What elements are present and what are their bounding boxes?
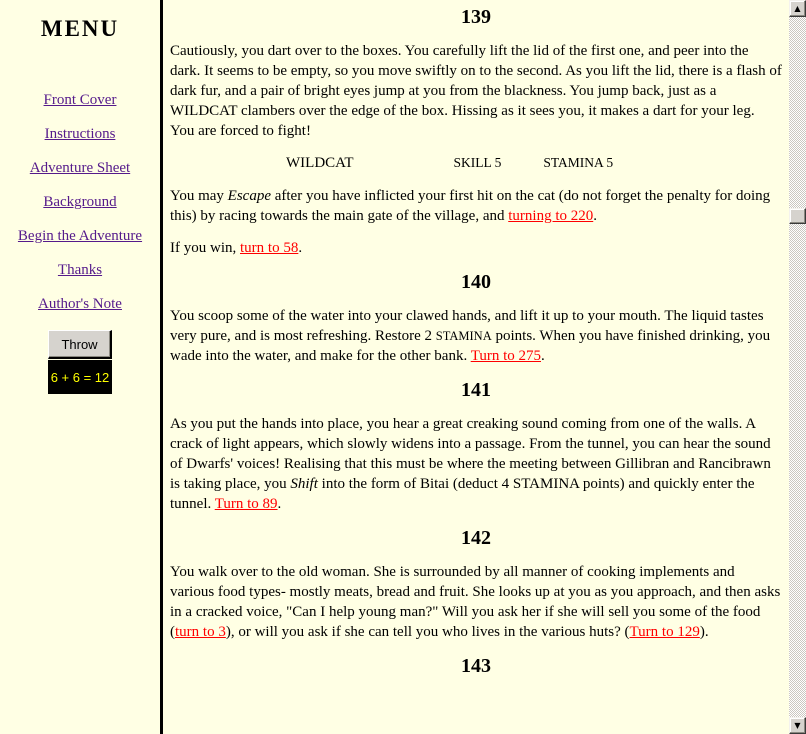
turn-link-turning-to-220[interactable]: turning to 220 bbox=[508, 208, 594, 224]
text-run: . bbox=[277, 496, 282, 512]
section-heading-141: 141 bbox=[461, 379, 491, 401]
small-caps-text: STAMINA bbox=[435, 329, 492, 343]
text-run: . bbox=[593, 208, 597, 224]
menu-frame bbox=[0, 0, 160, 734]
text-run: ), or will you ask if she can tell you who lives in the various huts? ( bbox=[225, 624, 630, 640]
sidebar-link-background[interactable]: Background bbox=[43, 194, 117, 210]
text-run: into the form of Bitai (deduct 4 STAMINA points) and quickly enter the tunnel. bbox=[170, 476, 755, 512]
up-arrow-icon: ▲ bbox=[794, 3, 801, 13]
stat-cell-stamina-5: STAMINA 5 bbox=[543, 155, 614, 170]
text-run: If you win, bbox=[170, 240, 240, 256]
story-paragraph bbox=[170, 186, 782, 226]
text-run: As you put the hands into place, you hear a great creaking sound coming from one of the walls. A crack of light appears, which slowly widens into a passage. From the tunnel, you can hear the sound of Dwarfs' voices! Realising that this must be where the meeting between Gillibran and Rancibrawn is taking place, you bbox=[170, 416, 771, 492]
turn-link-turn-to-3[interactable]: turn to 3 bbox=[175, 624, 226, 640]
text-run: You walk over to the old woman. She is surrounded by all manner of cooking implements and various food types- mostly meats, bread and fruit. She looks up at you as you approach, and then asks in a cracked voice, "Can I help young man?" Will you ask her if she will sell you some of the food ( bbox=[170, 564, 781, 640]
text-run: after you have inflicted your first hit on the cat (do not forget the penalty for doing this) by racing towards the main gate of the village, and bbox=[170, 188, 771, 224]
scroll-down-button[interactable] bbox=[789, 717, 806, 734]
scrollbar-thumb[interactable] bbox=[789, 208, 806, 224]
dice-result-value: 6 + 6 = 12 bbox=[50, 369, 110, 385]
story-content bbox=[163, 0, 789, 734]
sidebar-link-front-cover[interactable]: Front Cover bbox=[43, 92, 117, 108]
text-run: points. When you have finished drinking, you wade into the water, and make for the other bank. bbox=[170, 328, 771, 364]
turn-link-turn-to-58[interactable]: turn to 58 bbox=[240, 240, 299, 256]
sidebar-link-begin-the-adventure[interactable]: Begin the Adventure bbox=[17, 228, 143, 244]
sidebar-nav bbox=[0, 92, 160, 313]
stat-cell-skill-5: SKILL 5 bbox=[453, 155, 502, 170]
text-run: . bbox=[541, 348, 545, 364]
section-heading-140: 140 bbox=[461, 271, 491, 293]
story-paragraph bbox=[170, 562, 782, 642]
turn-link-turn-to-275[interactable]: Turn to 275 bbox=[470, 348, 541, 364]
italic-text: Shift bbox=[290, 476, 318, 492]
dice-widget bbox=[0, 330, 160, 394]
stat-cell-wildcat: WILDCAT bbox=[286, 155, 354, 171]
text-run: You may bbox=[170, 188, 228, 204]
italic-text: Escape bbox=[227, 188, 271, 204]
section-heading-139: 139 bbox=[461, 6, 491, 28]
text-run: Cautiously, you dart over to the boxes. You carefully lift the lid of the first one, and peer into the dark. It seems to be empty, so you move swiftly on to the second. As you lift the lid, there is a flash of dark fur, and a pair of bright eyes jump at you from the blackness. You jump back, just as a WILDCAT clambers over the edge of the box. Hissing as it sees you, it makes a dart for your leg. You are forced to fight! bbox=[170, 43, 782, 139]
text-run: You scoop some of the water into your clawed hands, and lift it up to your mouth. The liquid tastes very pure, and is most refreshing. Restore 2 bbox=[170, 308, 764, 344]
sidebar-link-thanks[interactable]: Thanks bbox=[57, 262, 103, 278]
section-heading-143: 143 bbox=[461, 655, 491, 677]
dice-result-box bbox=[48, 360, 112, 394]
story-paragraph bbox=[170, 414, 782, 514]
scroll-up-button[interactable] bbox=[789, 0, 806, 17]
text-run: ). bbox=[699, 624, 709, 640]
scrollbar-track[interactable] bbox=[789, 17, 806, 717]
sidebar-link-adventure-sheet[interactable]: Adventure Sheet bbox=[29, 160, 131, 176]
story-paragraph bbox=[170, 238, 782, 258]
menu-title: MENU bbox=[40, 16, 120, 41]
vertical-scrollbar[interactable] bbox=[789, 0, 806, 734]
section-heading-142: 142 bbox=[461, 527, 491, 549]
down-arrow-icon: ▼ bbox=[794, 720, 801, 730]
turn-link-turn-to-129[interactable]: Turn to 129 bbox=[629, 624, 700, 640]
creature-stats-row bbox=[170, 155, 782, 172]
story-paragraph bbox=[170, 306, 782, 366]
throw-dice-button[interactable]: Throw bbox=[48, 330, 112, 359]
sidebar-link-author-s-note[interactable]: Author's Note bbox=[38, 296, 122, 312]
turn-link-turn-to-89[interactable]: Turn to 89 bbox=[214, 496, 278, 512]
sidebar-link-instructions[interactable]: Instructions bbox=[44, 126, 116, 142]
text-run: . bbox=[298, 240, 303, 256]
story-paragraph bbox=[170, 41, 782, 141]
